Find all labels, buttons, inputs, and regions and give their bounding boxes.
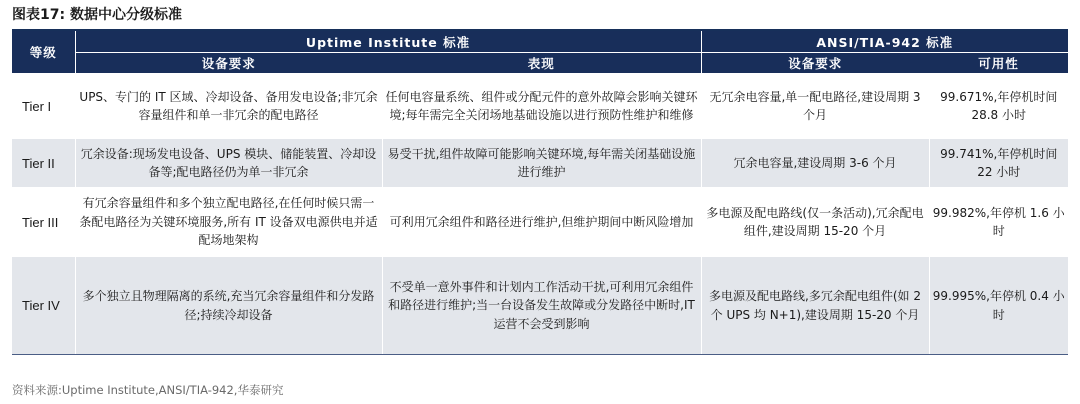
table-row [12, 73, 1068, 139]
ansi-availability-cell: 99.741%,年停机时间 22 小时 [929, 139, 1068, 187]
header-uptime-requirements: 设备要求 [75, 53, 382, 74]
uptime-performance-cell: 可利用冗余组件和路径进行维护,但维护期间中断风险增加 [382, 187, 701, 257]
header-tier: 等级 [12, 31, 75, 73]
tier-cell: Tier IV [12, 257, 75, 355]
ansi-availability-cell: 99.671%,年停机时间 28.8 小时 [940, 89, 1058, 122]
ansi-requirements-cell: 多电源及配电路线(仅一条活动),冗余配电组件,建设周期 15-20 个月 [701, 187, 929, 257]
uptime-performance-cell: 易受干扰,组件故障可能影响关键环境,每年需关闭基础设施进行维护 [382, 139, 701, 187]
uptime-requirements-cell: 有冗余容量组件和多个独立配电路径,在任何时候只需一条配电路径为关键环境服务,所有 IT 设备双电源供电并适配场地架构 [75, 187, 382, 257]
ansi-requirements-cell: 冗余电容量,建设周期 3-6 个月 [701, 139, 929, 187]
ansi-requirements-cell: 多电源及配电路线,多冗余配电组件(如 2 个 UPS 均 N+1),建设周期 15-20 个月 [701, 257, 929, 355]
header-ansi-requirements: 设备要求 [701, 53, 929, 74]
source-note: 资料来源:Uptime Institute,ANSI/TIA-942,华泰研究 [12, 383, 284, 397]
uptime-performance-cell: 任何电容量系统、组件或分配元件的意外故障会影响关键环境;每年需完全关闭场地基础设施以进行预防性维护和维修 [382, 73, 701, 139]
ansi-availability-cell: 99.982%,年停机 1.6 小时 [932, 205, 1065, 238]
uptime-requirements-cell: 多个独立且物理隔离的系统,充当冗余容量组件和分发路径;持续冷却设备 [75, 257, 382, 355]
ansi-availability-cell: 99.995%,年停机 0.4 小时 [929, 257, 1068, 355]
figure-title: 图表17: 数据中心分级标准 [12, 7, 182, 23]
uptime-performance-cell: 不受单一意外事件和计划内工作活动干扰,可利用冗余组件和路径进行维护;当一台设备发生故障或分发路径中断时,IT 运营不会受到影响 [382, 257, 701, 355]
ansi-requirements-cell: 无冗余电容量,单一配电路径,建设周期 3 个月 [701, 73, 929, 139]
uptime-requirements-cell: UPS、专门的 IT 区域、冷却设备、备用发电设备;非冗余容量组件和单一非冗余的配电路径 [75, 73, 382, 139]
uptime-requirements-cell: 冗余设备:现场发电设备、UPS 模块、储能装置、冷却设备等;配电路径仍为单一非冗余 [75, 139, 382, 187]
table-row [12, 257, 1068, 355]
tier-standards-table [12, 31, 1068, 355]
table-row [12, 139, 1068, 187]
header-ansi-group: ANSI/TIA-942 标准 [701, 31, 1068, 53]
table-row [12, 187, 1068, 257]
tier-cell: Tier II [12, 139, 75, 187]
tier-cell: Tier I [12, 73, 75, 139]
header-uptime-group: Uptime Institute 标准 [75, 31, 701, 53]
tier-cell: Tier III [12, 187, 75, 257]
header-ansi-availability: 可用性 [929, 53, 1068, 74]
header-uptime-performance: 表现 [382, 53, 701, 74]
